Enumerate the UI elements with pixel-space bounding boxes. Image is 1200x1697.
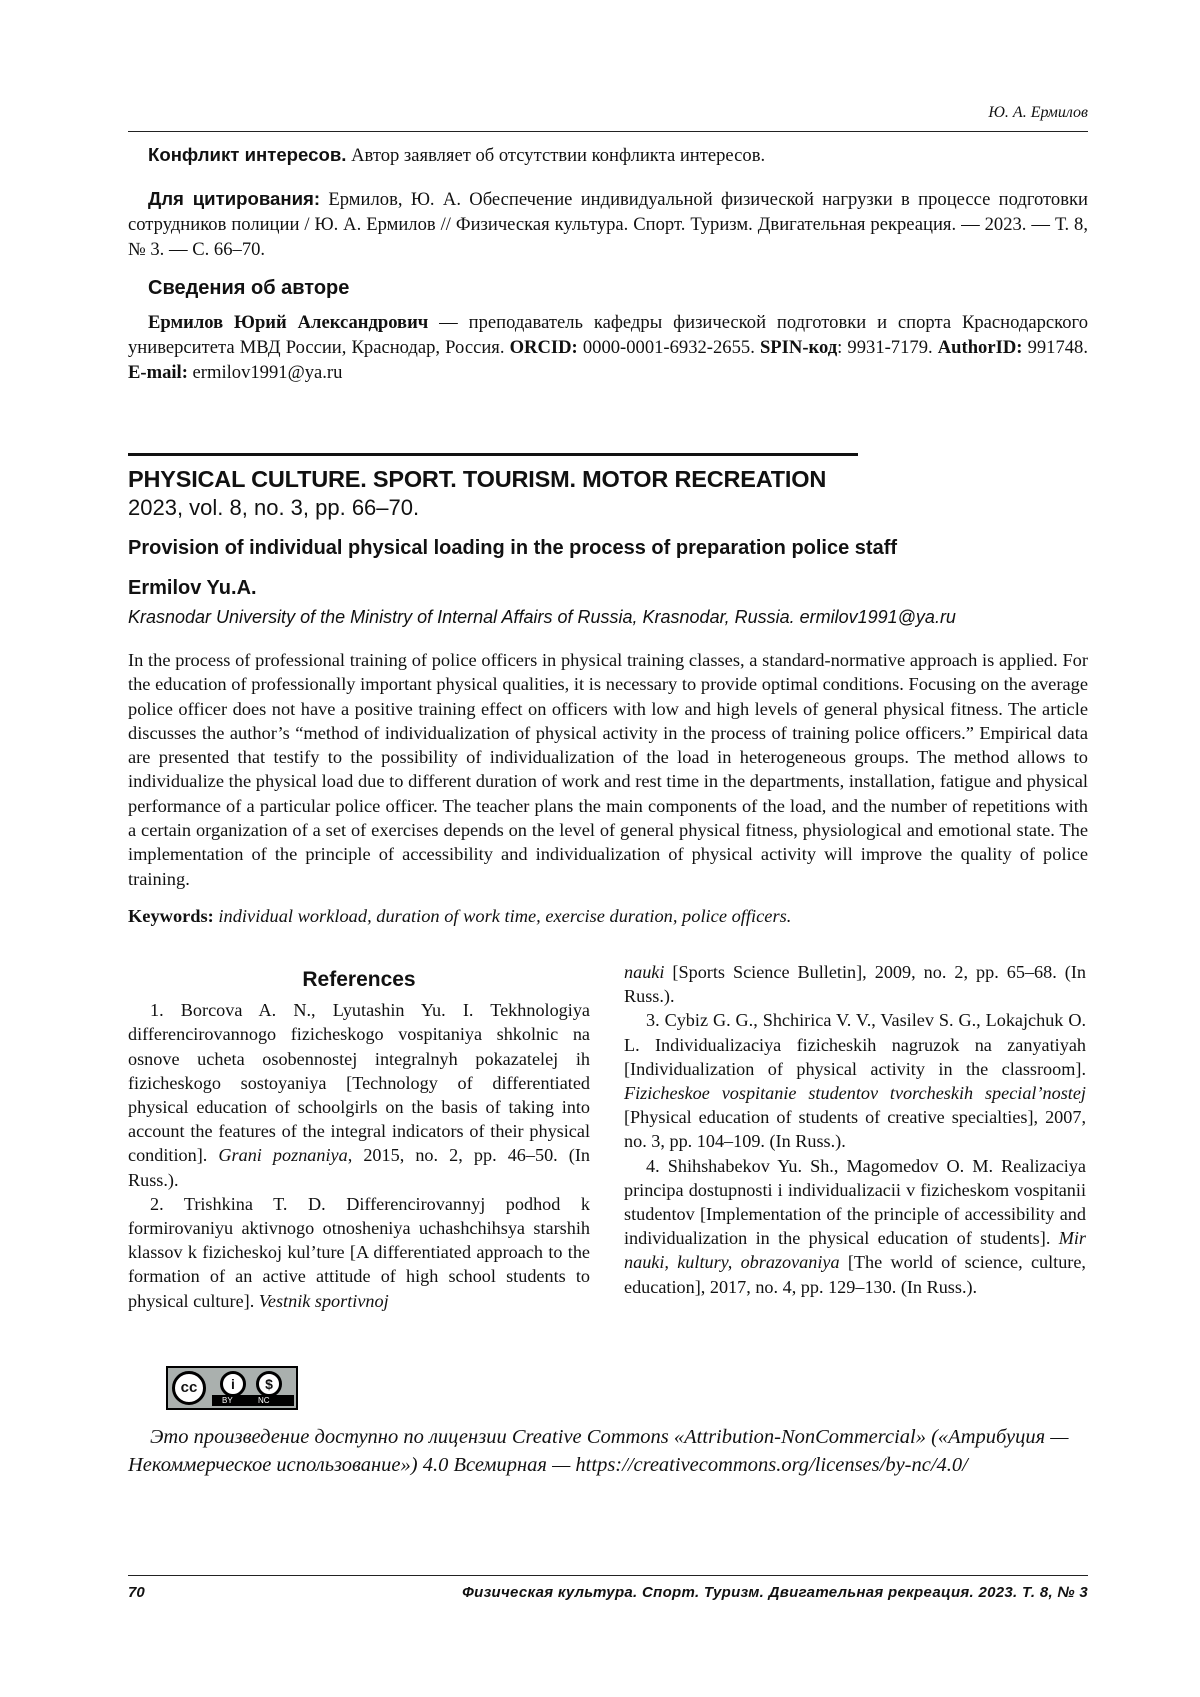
reference-1-details: , 2015, no. 2, pp. 46–50. (In Russ.). bbox=[128, 1145, 590, 1190]
reference-2 bbox=[128, 1192, 590, 1313]
cc-license-badge[interactable] bbox=[166, 1366, 298, 1410]
reference-4-text: 4. Shihshabekov Yu. Sh., Magomedov O. M. Realizaciya principa dostupnosti i individualizacii v fizicheskom vospitanii studentov [Implementation of the principle of accessibility and individualization in the physical education of students]. bbox=[624, 1155, 1086, 1249]
footer-rule bbox=[128, 1575, 1088, 1576]
authorid-label: AuthorID: bbox=[937, 337, 1023, 358]
reference-2-text: 2. Trishkina T. D. Differencirovannyj podhod k formirovaniyu aktivnogo otnosheniya uchashchihsya starshih klassov k fizicheskoj kul’ture [A differentiated approach to the formation of an active attitude of high school students to physical culture]. bbox=[128, 1193, 590, 1311]
english-block-rule bbox=[128, 453, 858, 456]
journal-issue-en: 2023, vol. 8, no. 3, pp. 66–70. bbox=[128, 495, 420, 520]
conflict-of-interest bbox=[128, 142, 1088, 168]
noncommercial-icon: $ bbox=[256, 1371, 282, 1397]
cc-icon: cc bbox=[172, 1371, 206, 1405]
header-rule bbox=[128, 131, 1088, 132]
authorid-value: 991748. bbox=[1022, 337, 1088, 358]
spin-label: SPIN-код bbox=[759, 337, 838, 358]
footer-journal: Физическая культура. Спорт. Туризм. Двигательная рекреация. 2023. Т. 8, № 3 bbox=[462, 1584, 1088, 1601]
author-info bbox=[128, 310, 1088, 385]
email-label: E-mail: bbox=[128, 362, 188, 383]
reference-3-details: [Physical education of students of creative specialties], 2007, no. 3, pp. 104–109. (In Russ.). bbox=[624, 1107, 1086, 1152]
author-name: Ермилов Юрий Александрович bbox=[148, 312, 429, 333]
reference-2-continued bbox=[624, 960, 1086, 1008]
reference-3 bbox=[624, 1008, 1086, 1153]
running-head: Ю. А. Ермилов bbox=[988, 104, 1088, 121]
page-number: 70 bbox=[128, 1584, 145, 1601]
author-info-heading: Сведения об авторе bbox=[148, 277, 350, 299]
by-label: BY bbox=[222, 1396, 233, 1405]
citation-text: Ермилов, Ю. А. Обеспечение индивидуальной физической нагрузки в процессе подготовки сотрудников полиции / Ю. А. Ермилов // Физическая культура. Спорт. Туризм. Двигательная рекреация. — 2023. — Т. 8, № 3. — С. 66–70. bbox=[128, 189, 1088, 260]
citation bbox=[128, 186, 1088, 262]
orcid-label: ORCID: bbox=[509, 337, 578, 358]
reference-4-details: [The world of science, culture, education], 2017, no. 4, pp. 129–130. (In Russ.). bbox=[624, 1252, 1086, 1297]
attribution-icon: i bbox=[220, 1371, 246, 1397]
reference-2-source-cont: nauki bbox=[624, 962, 665, 982]
keywords-text: individual workload, duration of work time, exercise duration, police officers. bbox=[218, 906, 792, 926]
conflict-label: Конфликт интересов. bbox=[148, 144, 347, 165]
reference-1-text: 1. Borcova A. N., Lyutashin Yu. I. Tekhnologiya differencirovannogo fizicheskogo vospitaniya shkolnic na osnove ucheta osobennostej integralnyh pokazatelej ih fizicheskogo sostoyaniya [Technology of differentiated physical education of schoolgirls on the basis of taking into account the features of the integral indicators of their physical condition]. bbox=[128, 1000, 590, 1166]
reference-2-details: [Sports Science Bulletin], 2009, no. 2, pp. 65–68. (In Russ.). bbox=[624, 962, 1086, 1007]
reference-4-source: Mir nauki, kultury, obrazovaniya bbox=[624, 1228, 1086, 1273]
reference-3-text: 3. Cybiz G. G., Shchirica V. V., Vasilev S. G., Lokajchuk O. L. Individualizaciya fizicheskih nagruzok na zanyatiyah [Individualization of physical activity in the classroom]. bbox=[624, 1010, 1086, 1079]
reference-4 bbox=[624, 1154, 1086, 1299]
conflict-text: Автор заявляет об отсутствии конфликта интересов. bbox=[346, 145, 766, 166]
spin-value: : 9931-7179. bbox=[837, 337, 938, 358]
license-line-1: Это произведение доступно по лицензии Creative Commons «Attribution-NonCommercial» («Атрибуция — bbox=[150, 1426, 1069, 1448]
cc-badge-strip bbox=[212, 1395, 294, 1406]
license-notice bbox=[128, 1423, 1088, 1479]
author-desc: — преподаватель кафедры физической подготовки и спорта Краснодарского университета МВД России, Краснодар, Россия. bbox=[128, 312, 1088, 358]
author-en: Ermilov Yu.A. bbox=[128, 577, 257, 599]
reference-1 bbox=[128, 998, 590, 1192]
license-line-2: Некоммерческое использование») 4.0 Всемирная — https://creativecommons.org/licenses/by-nc/4.0/ bbox=[128, 1454, 968, 1476]
references-heading: References bbox=[302, 968, 416, 991]
reference-2-source: Vestnik sportivnoj bbox=[258, 1290, 389, 1311]
citation-label: Для цитирования: bbox=[148, 188, 321, 209]
journal-title-en: PHYSICAL CULTURE. SPORT. TOURISM. MOTOR RECREATION bbox=[128, 466, 827, 492]
references-column-right bbox=[624, 960, 1086, 1299]
abstract-en: In the process of professional training of police officers in physical training classes, a standard-normative approach is applied. For the education of professionally important physical qualities, it is necessary to provide optimal conditions. Focusing on the average police officer does not have a positive training effect on officers with low and high levels of general physical fitness. The article discusses the author’s “method of individualization of physical activity in the process of training police officers.” Empirical data are presented that testify to the possibility of individualization of the load in heterogeneous groups. The method allows to individualize the physical load due to different duration of work and rest time in the departments, installation, fatigue and physical performance of a particular police officer. The teacher plans the main components of the load, and the number of repetitions with a certain organization of a set of exercises depends on the level of general physical fitness, physiological and emotional state. The implementation of the principle of accessibility and individualization of physical activity will improve the quality of police training. bbox=[128, 650, 1088, 889]
article-title-en: Provision of individual physical loading in the process of preparation police staff bbox=[128, 537, 898, 559]
references-column-left bbox=[128, 960, 590, 1313]
nc-label: NC bbox=[258, 1396, 270, 1405]
reference-1-source: Grani poznaniya bbox=[218, 1145, 348, 1166]
keywords-label: Keywords: bbox=[128, 906, 214, 926]
reference-3-source: Fizicheskoe vospitanie studentov tvorcheskih special’nostej bbox=[624, 1083, 1086, 1104]
affiliation-en: Krasnodar University of the Ministry of Internal Affairs of Russia, Krasnodar, Russia. ermilov1991@ya.ru bbox=[128, 607, 956, 627]
orcid-value: 0000-0001-6932-2655. bbox=[577, 337, 760, 358]
email-value: ermilov1991@ya.ru bbox=[187, 362, 343, 383]
keywords bbox=[128, 906, 1088, 927]
